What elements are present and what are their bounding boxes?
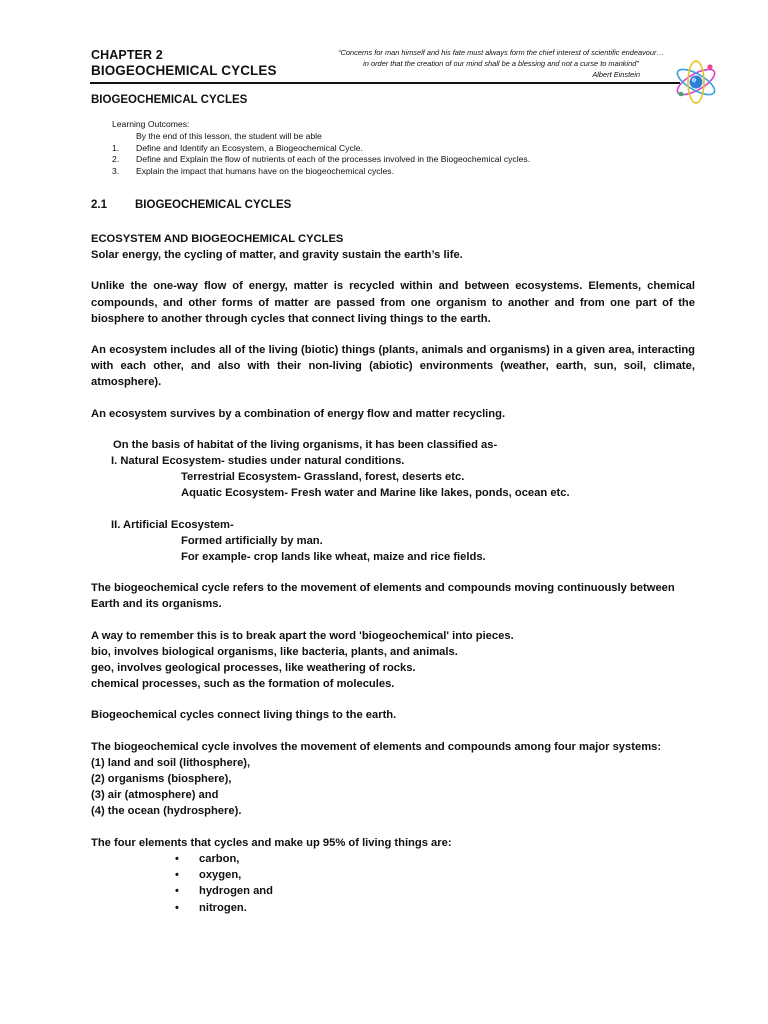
paragraph-ecosystem-definition: An ecosystem includes all of the living (biotic) things (plants, animals and organisms) in a given area, interacting with each other, and also with their non-living (abiotic) environments (weather, earth, sun, soil, climate, atmosphere).: [91, 344, 695, 389]
habitat-intro: On the basis of habitat of the living organisms, it has been classified as-: [113, 438, 498, 451]
bullet: •: [175, 901, 179, 914]
artificial-ecosystem: II. Artificial Ecosystem-: [111, 518, 234, 531]
outcome-item: 3. Explain the impact that humans have on the biogeochemical cycles.: [112, 166, 394, 177]
system-item: (3) air (atmosphere) and: [91, 789, 219, 802]
chapter-title: BIOGEOCHEMICAL CYCLES: [91, 63, 277, 78]
system-item: (4) the ocean (hydrosphere).: [91, 805, 242, 818]
outcomes-intro: By the end of this lesson, the student will be able: [136, 130, 322, 141]
quote-line-1: “Concerns for man himself and his fate must always form the chief interest of scientific endeavour…: [338, 48, 664, 57]
element-item: • hydrogen and: [91, 883, 695, 899]
bullet: •: [175, 852, 179, 865]
outcomes-label: Learning Outcomes:: [112, 119, 190, 129]
bullet: •: [175, 869, 179, 882]
terrestrial-ecosystem: Terrestrial Ecosystem- Grassland, forest, deserts etc.: [181, 471, 465, 484]
bullet: •: [175, 885, 179, 898]
subsection-heading: [91, 199, 291, 211]
paragraph-matter-recycled: Unlike the one-way flow of energy, matter is recycled within and between ecosystems. Elements, chemical compounds, and other forms of matter are passed from one organism to another and from one part of the biosphere to another through cycles that connect living things to the earth.: [91, 280, 695, 325]
learning-outcomes: [112, 119, 530, 178]
elements-intro: The four elements that cycles and make up 95% of living things are:: [91, 836, 452, 849]
outcome-text: Define and Explain the flow of nutrients of each of the processes involved in the Biogeochemical cycles.: [136, 154, 531, 165]
section-title: BIOGEOCHEMICAL CYCLES: [91, 94, 248, 106]
outcome-text: Define and Identify an Ecosystem, a Biogeochemical Cycle.: [136, 142, 363, 153]
header-rule: [90, 82, 680, 84]
artificial-example: For example- crop lands like wheat, maize and rice fields.: [181, 551, 486, 564]
four-systems-intro: The biogeochemical cycle involves the movement of elements and compounds among four major systems:: [91, 740, 662, 753]
bio-line: bio, involves biological organisms, like bacteria, plants, and animals.: [91, 645, 458, 658]
subsection-title: BIOGEOCHEMICAL CYCLES: [135, 199, 292, 211]
subsection-number: 2.1: [91, 199, 107, 211]
system-item: (2) organisms (biosphere),: [91, 773, 232, 786]
geo-line: geo, involves geological processes, like weathering of rocks.: [91, 662, 416, 675]
body-text: [91, 231, 695, 916]
chapter-header: [91, 47, 277, 79]
system-item: (1) land and soil (lithosphere),: [91, 756, 251, 769]
chem-line: chemical processes, such as the formation of molecules.: [91, 678, 395, 691]
einstein-quote: [300, 47, 702, 80]
remember-line: A way to remember this is to break apart the word 'biogeochemical' into pieces.: [91, 629, 514, 642]
paragraph-energy-flow: An ecosystem survives by a combination of energy flow and matter recycling.: [91, 407, 506, 420]
outcome-text: Explain the impact that humans have on the biogeochemical cycles.: [136, 166, 394, 177]
eco-heading: ECOSYSTEM AND BIOGEOCHEMICAL CYCLES: [91, 233, 344, 245]
artificial-formed: Formed artificially by man.: [181, 534, 323, 547]
outcome-item: 1. Define and Identify an Ecosystem, a Biogeochemical Cycle.: [112, 142, 363, 153]
element-item: • nitrogen.: [91, 900, 695, 916]
element-item: • oxygen,: [91, 867, 695, 883]
quote-author: Albert Einstein: [592, 70, 640, 79]
paragraph-cycle-definition: The biogeochemical cycle refers to the movement of elements and compounds moving continuously between Earth and its organisms.: [91, 582, 675, 611]
aquatic-ecosystem: Aquatic Ecosystem- Fresh water and Marine like lakes, ponds, ocean etc.: [181, 487, 570, 500]
atom-icon: [672, 58, 720, 104]
connect-line: Biogeochemical cycles connect living things to the earth.: [91, 709, 397, 722]
eco-line: Solar energy, the cycling of matter, and gravity sustain the earth’s life.: [91, 249, 463, 262]
element-item: • carbon,: [91, 851, 695, 867]
quote-line-2: in order that the creation of our mind shall be a blessing and not a curse to mankind”: [363, 59, 639, 68]
natural-ecosystem: I. Natural Ecosystem- studies under natural conditions.: [111, 455, 405, 468]
outcome-item: 2. Define and Explain the flow of nutrients of each of the processes involved in the Biogeochemical cycles.: [112, 154, 531, 165]
chapter-label: CHAPTER 2: [91, 48, 163, 62]
